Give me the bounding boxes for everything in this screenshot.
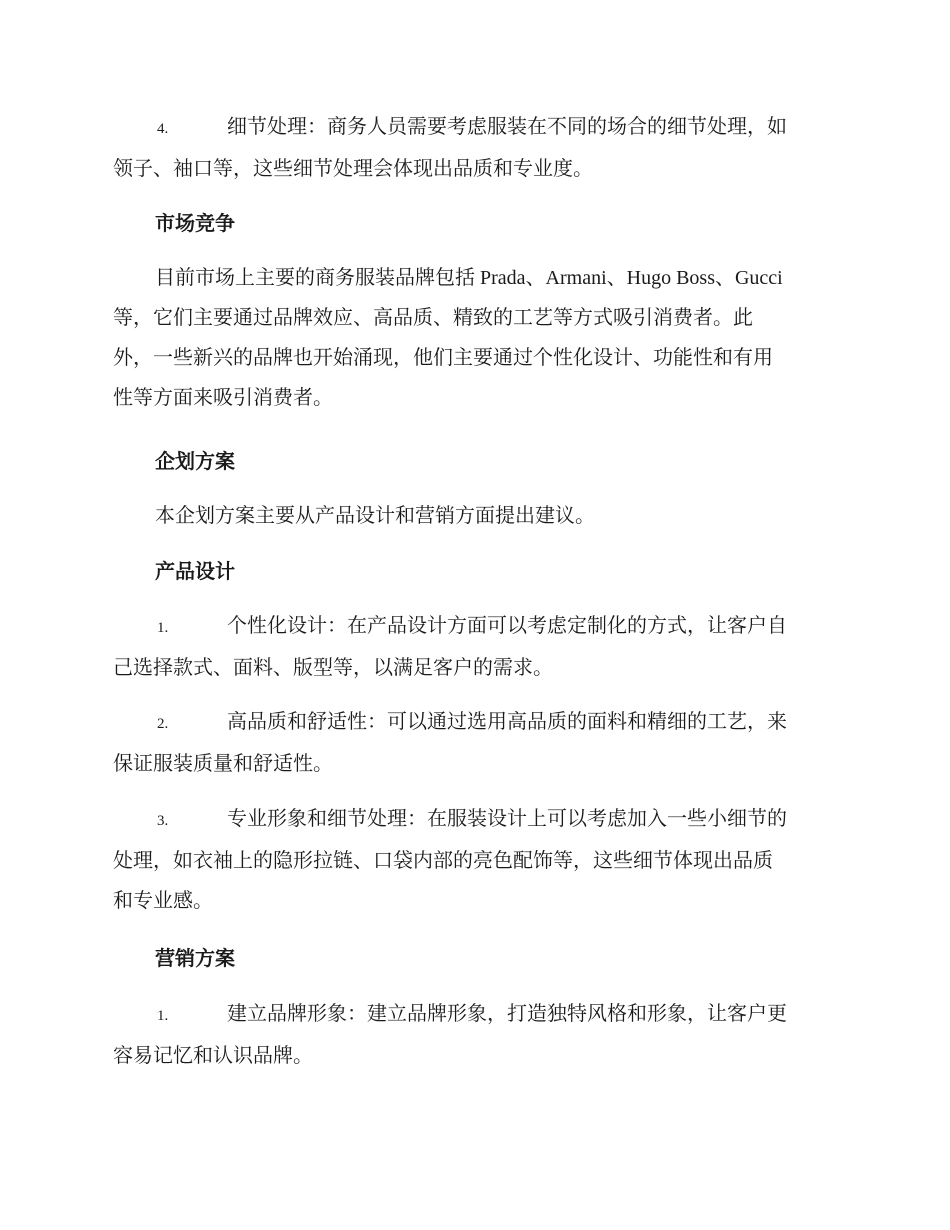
paragraph-line: 性等方面来吸引消费者。	[113, 387, 333, 409]
paragraph-line: 等，它们主要通过品牌效应、高品质、精致的工艺等方式吸引消费者。此	[113, 307, 753, 329]
paragraph-line: 本企划方案主要从产品设计和营销方面提出建议。	[155, 505, 595, 527]
list-number: 1.	[157, 620, 169, 636]
paragraph-market-competition	[113, 258, 835, 418]
list-number: 4.	[157, 121, 169, 137]
list-item-first-line	[113, 606, 835, 648]
list-item-brand-image	[113, 994, 835, 1076]
list-item-line: 领子、袖口等，这些细节处理会体现出品质和专业度。	[113, 158, 593, 180]
list-text: 细节处理：商务人员需要考虑服装在不同的场合的细节处理，如	[227, 116, 787, 138]
paragraph-line: 目前市场上主要的商务服装品牌包括 Prada、Armani、Hugo Boss、Gucci	[155, 267, 783, 289]
paragraph-line: 外，一些新兴的品牌也开始涌现，他们主要通过个性化设计、功能性和有用	[113, 347, 773, 369]
list-text: 高品质和舒适性：可以通过选用高品质的面料和精细的工艺，来	[227, 711, 787, 733]
list-item-personalized-design	[113, 606, 835, 688]
list-text: 专业形象和细节处理：在服装设计上可以考虑加入一些小细节的	[227, 808, 787, 830]
section-heading-marketing-plan: 营销方案	[155, 946, 235, 970]
list-item-line: 处理，如衣袖上的隐形拉链、口袋内部的亮色配饰等，这些细节体现出品质	[113, 850, 773, 872]
list-number: 1.	[157, 1008, 169, 1024]
list-item-first-line	[113, 107, 835, 149]
list-item-professional-image	[113, 799, 835, 921]
list-item-line: 容易记忆和认识品牌。	[113, 1045, 313, 1067]
list-number: 3.	[157, 813, 169, 829]
list-item-first-line	[113, 994, 835, 1036]
list-item-first-line	[113, 799, 835, 841]
list-text: 建立品牌形象：建立品牌形象，打造独特风格和形象，让客户更	[227, 1003, 787, 1025]
list-item-first-line	[113, 702, 835, 744]
list-item-detail-handling	[113, 107, 835, 189]
list-text: 个性化设计：在产品设计方面可以考虑定制化的方式，让客户自	[227, 615, 787, 637]
section-heading-product-design: 产品设计	[155, 559, 235, 583]
list-item-line: 保证服装质量和舒适性。	[113, 753, 333, 775]
section-heading-market-competition: 市场竞争	[155, 211, 235, 235]
list-item-quality-comfort	[113, 702, 835, 784]
list-item-line: 和专业感。	[113, 890, 213, 912]
list-number: 2.	[157, 716, 169, 732]
paragraph-plan-intro	[113, 496, 835, 536]
section-heading-plan: 企划方案	[155, 449, 235, 473]
list-item-line: 己选择款式、面料、版型等，以满足客户的需求。	[113, 657, 553, 679]
